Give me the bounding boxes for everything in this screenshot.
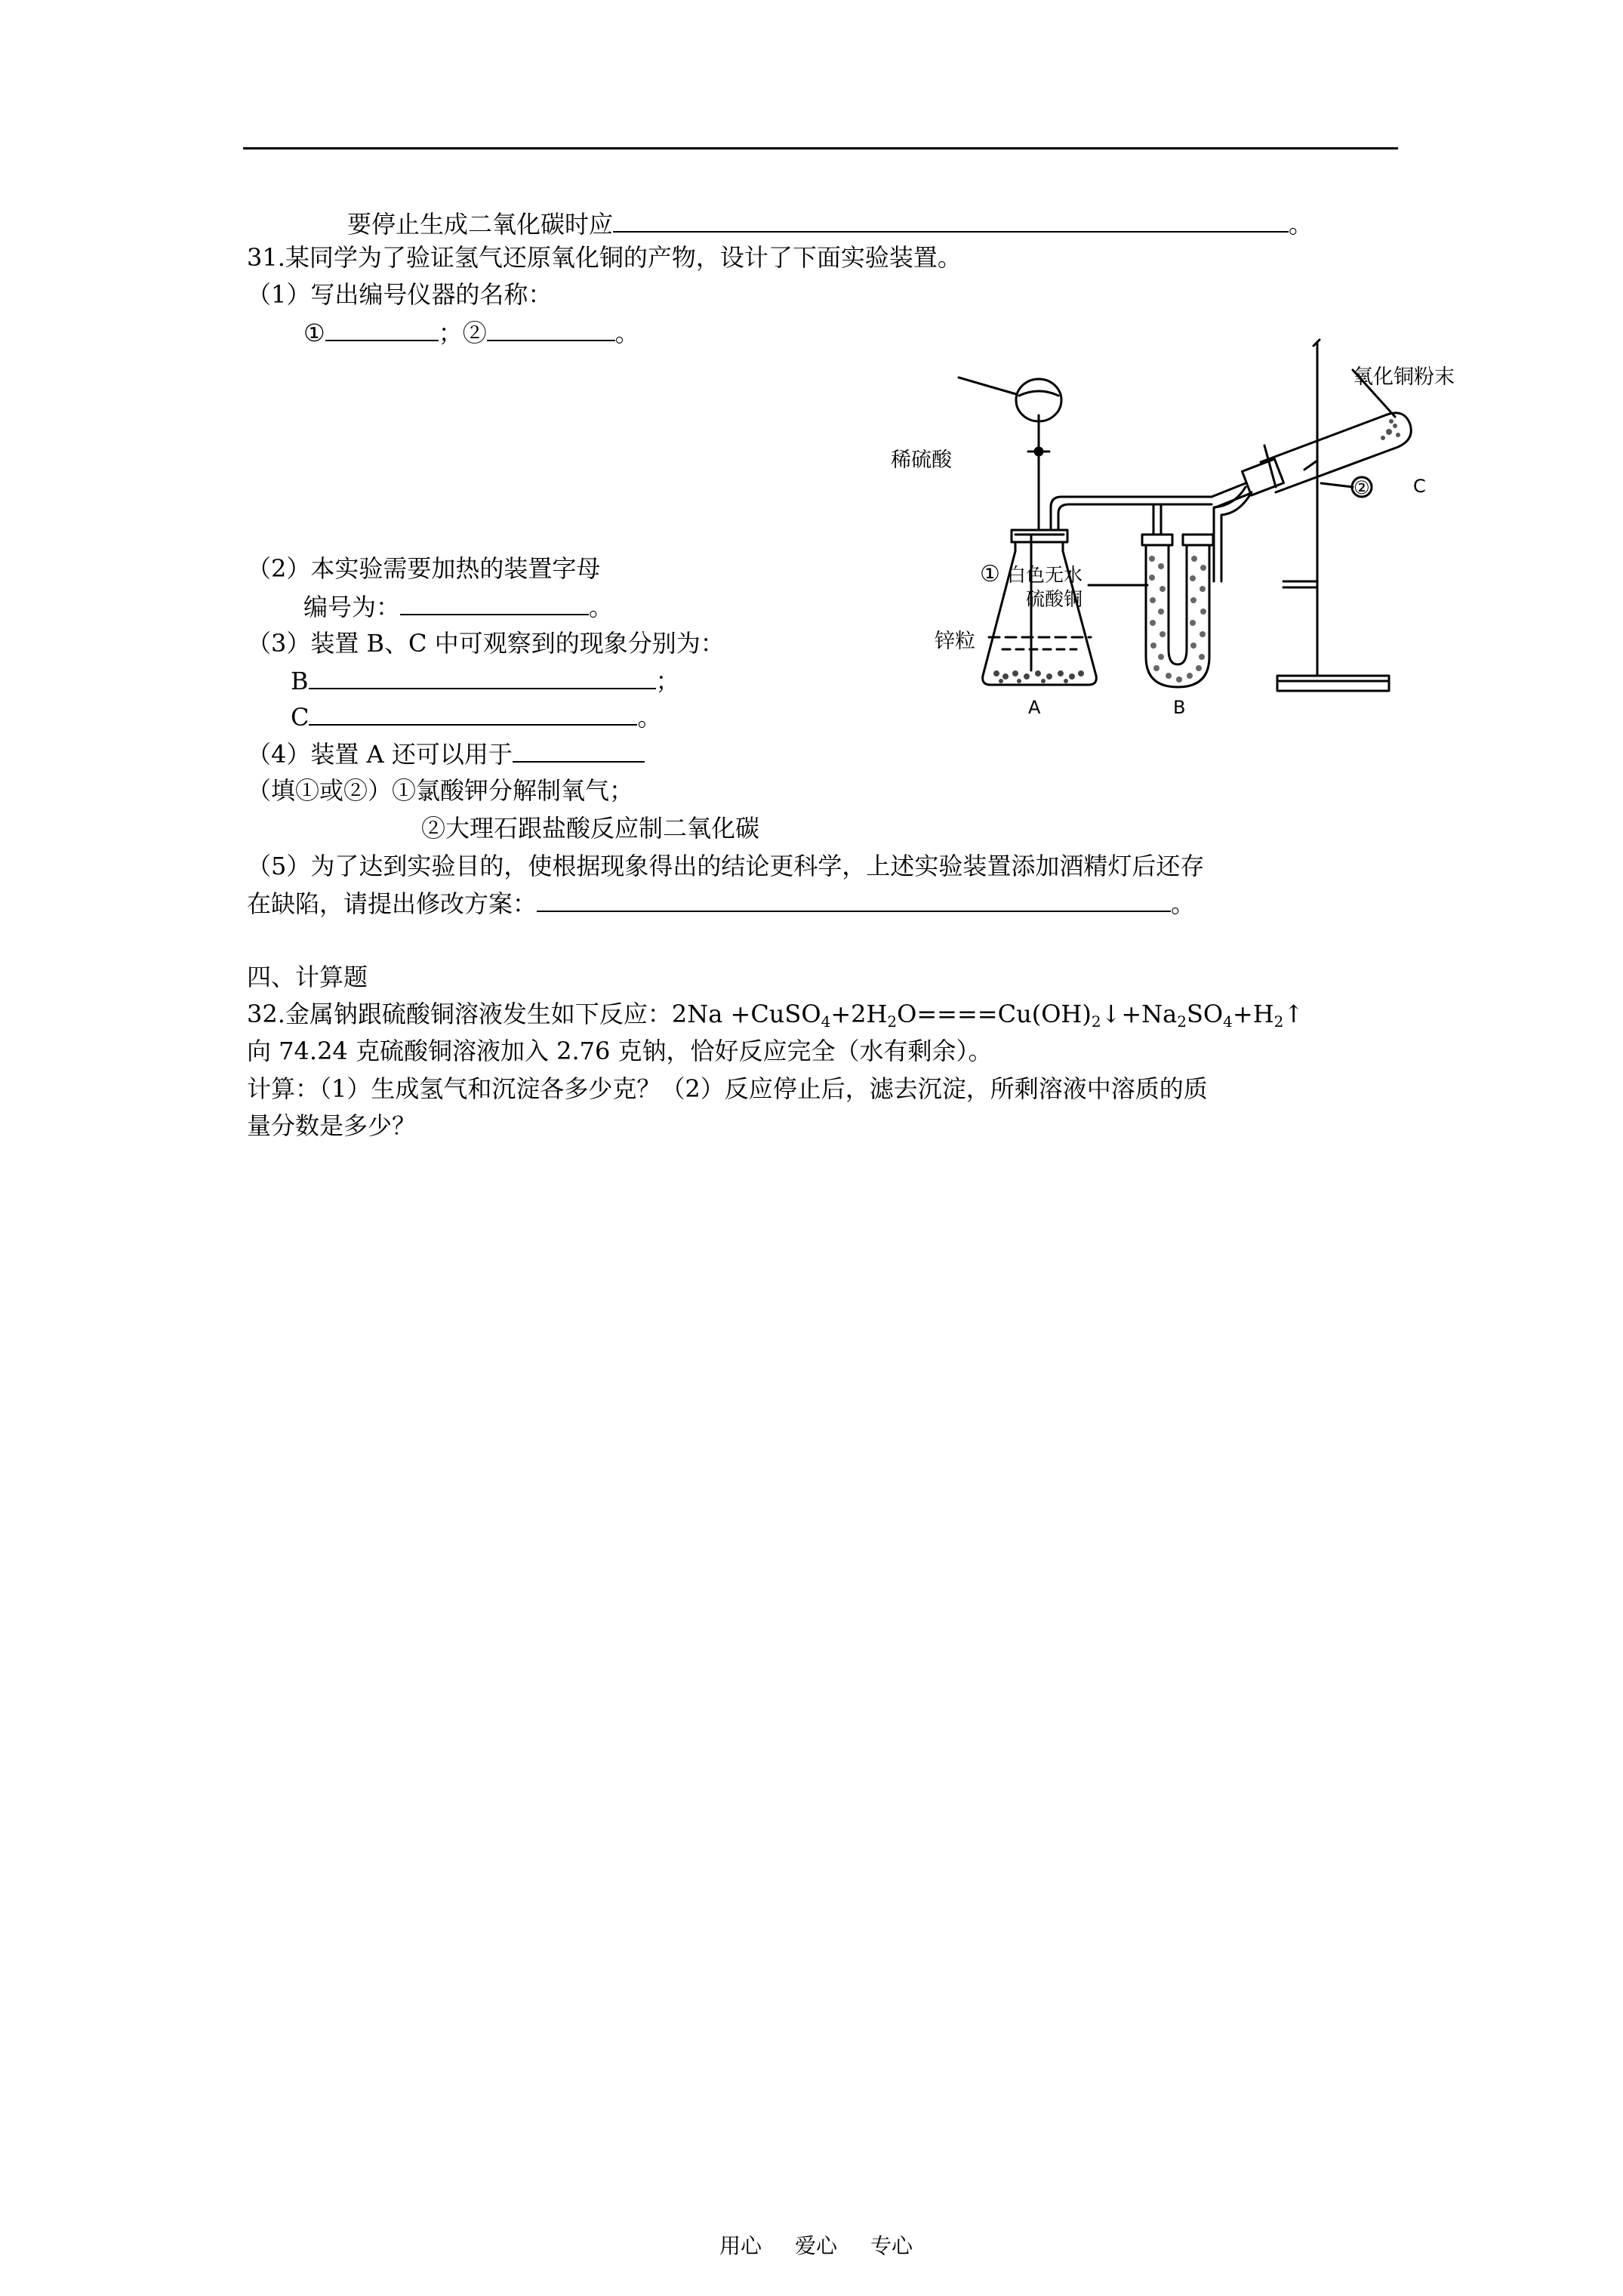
label-a: A	[1028, 697, 1041, 718]
q31-part3-label: （3）装置 B、C 中可观察到的现象分别为：	[247, 629, 725, 658]
apparatus-diagram	[891, 332, 1455, 732]
footer-word-3: 专心	[870, 2233, 913, 2258]
delivery-tube	[1051, 497, 1212, 530]
answer-blank-c[interactable]	[309, 701, 637, 726]
answer-blank-1[interactable]	[325, 317, 439, 341]
label-zinc: 锌粒	[935, 630, 975, 653]
footer-word-1: 用心	[719, 2233, 762, 2258]
q31-part3-c: C 。	[291, 703, 662, 732]
label-marker-1: ①	[980, 561, 1000, 587]
answer-blank[interactable]	[400, 591, 589, 615]
label-anhydrous-1: 白色无水	[1006, 564, 1083, 586]
label-c: C	[1413, 476, 1426, 497]
label-marker-2: ②	[1354, 477, 1370, 498]
answer-blank[interactable]	[613, 208, 1289, 233]
q31-part4-label: （4）装置 A 还可以用于	[247, 738, 645, 769]
footer-word-2: 爱心	[795, 2233, 838, 2258]
q32-line3: 计算：（1）生成氢气和沉淀各多少克？（2）反应停止后，滤去沉淀，所剩溶液中溶质的质	[247, 1074, 1208, 1103]
answer-blank[interactable]	[513, 738, 645, 763]
q30-tail-line: 要停止生成二氧化碳时应 。	[347, 210, 1313, 239]
q31-part4-line3: ②大理石跟盐酸反应制二氧化碳	[421, 814, 760, 843]
label-b: B	[1173, 697, 1186, 718]
q31-part1-label: （1）写出编号仪器的名称：	[247, 280, 553, 309]
q32-line2: 向 74.24 克硫酸铜溶液加入 2.76 克钠，恰好反应完全（水有剩余）。	[247, 1037, 993, 1065]
answer-blank-b[interactable]	[309, 665, 656, 689]
q31-part1-blanks: ① ；② 。	[303, 319, 639, 347]
q31-part5-line1: （5）为了达到实验目的，使根据现象得出的结论更科学，上述实验装置添加酒精灯后还存	[247, 852, 1205, 880]
q32-stem: 32.金属钠跟硫酸铜溶液发生如下反应：$2Na +CuSO_4+2H_2O====Cu(OH)_2↓+Na_2SO_4+H_2↑$	[247, 1000, 1304, 1031]
flask-a-stopper	[1012, 530, 1067, 542]
q31-part5-line2: 在缺陷，请提出修改方案： 。	[247, 889, 1196, 918]
q31-part3-b: B ；	[291, 667, 680, 695]
label-dilute-acid: 稀硫酸	[891, 448, 952, 472]
tube-c-stopper	[1242, 459, 1283, 495]
header-rule	[243, 147, 1398, 149]
answer-blank[interactable]	[537, 888, 1171, 912]
stand-base	[1277, 676, 1389, 691]
answer-blank-2[interactable]	[487, 317, 615, 341]
q31-part4-line2: （填①或②）①氯酸钾分解制氧气；	[247, 776, 634, 805]
q31-part2-line2: 编号为： 。	[303, 593, 614, 621]
q31-stem: 31.某同学为了验证氢气还原氧化铜的产物，设计了下面实验装置。	[247, 243, 962, 272]
q32-line4: 量分数是多少？	[247, 1111, 417, 1140]
section-title: 四、计算题	[247, 963, 368, 991]
label-anhydrous-2: 硫酸铜	[1025, 588, 1083, 610]
label-copper-oxide: 氧化铜粉末	[1353, 365, 1455, 389]
q31-part2-line1: （2）本实验需要加热的装置字母	[247, 554, 601, 583]
